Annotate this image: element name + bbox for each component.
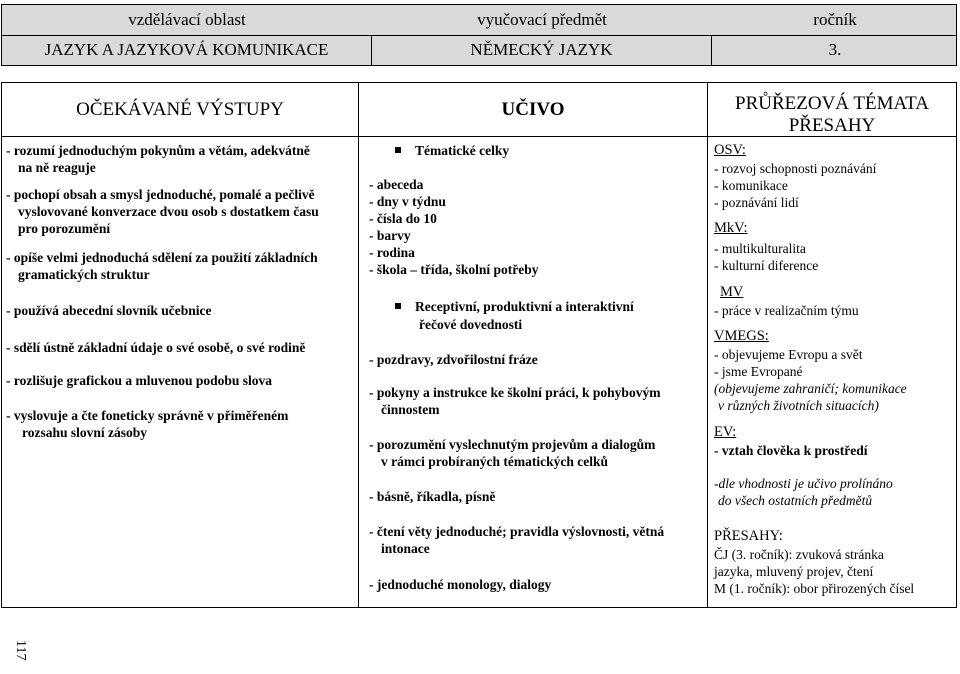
osv-label: OSV:	[714, 142, 746, 158]
outcome-line: rozsahu slovní zásoby	[22, 425, 148, 440]
heading-text: řečové dovednosti	[419, 317, 523, 332]
curriculum-item: v rámci probíraných tématických celků	[381, 454, 608, 469]
subject-label: vyučovací předmět	[477, 10, 607, 29]
outcome-line: - vyslovuje a čte foneticky správně v přiměřeném	[6, 408, 289, 423]
theme-item: - rozvoj schopnosti poznávání	[714, 161, 877, 176]
mkv-label: MkV:	[714, 220, 748, 236]
curriculum-item: - básně, říkadla, písně	[369, 489, 496, 504]
column-divider	[708, 136, 956, 137]
theme-item: - multikulturalita	[714, 241, 806, 256]
outcome-line: gramatických struktur	[18, 267, 150, 282]
theme-item: - kulturní diference	[714, 258, 819, 273]
outcome-line: - používá abecední slovník učebnice	[6, 303, 212, 318]
header-labels-row	[2, 5, 956, 36]
heading-text: Receptivní, produktivní a interaktivní	[415, 299, 634, 314]
topic-line: - dny v týdnu	[369, 194, 446, 209]
outcome-line: - sdělí ústně základní údaje o své osobě, o své rodině	[6, 340, 306, 355]
curriculum-column	[359, 83, 708, 607]
heading-text: Tématické celky	[415, 143, 510, 158]
themes-title-line2: PŘESAHY	[788, 115, 876, 136]
square-bullet-icon	[395, 147, 401, 153]
theme-item: - komunikace	[714, 178, 788, 193]
topic-line: - barvy	[369, 228, 411, 243]
outcome-line: - pochopí obsah a smysl jednoduché, pomalé a pečlivě	[6, 187, 315, 202]
outcome-line: - rozlišuje grafickou a mluvenou podobu slova	[6, 373, 273, 388]
presahy-item: M (1. ročník): obor přirozených čísel	[714, 581, 915, 596]
theme-item: - poznávání lidí	[714, 195, 799, 210]
theme-item: - objevujeme Evropu a svět	[714, 347, 863, 362]
area-value: JAZYK A JAZYKOVÁ KOMUNIKACE	[2, 35, 372, 65]
subject-value: NĚMECKÝ JAZYK	[372, 35, 712, 65]
outcome-line: pro porozumění	[18, 221, 111, 236]
grade-label: ročník	[813, 10, 857, 29]
theme-note: v různých životních situacích)	[718, 398, 879, 413]
grade-value: 3.	[828, 40, 842, 59]
curriculum-item: - čtení věty jednoduché; pravidla výslovnosti, větná	[369, 524, 665, 539]
curriculum-item: - jednoduché monology, dialogy	[369, 577, 552, 592]
outcomes-title: OČEKÁVANÉ VÝSTUPY	[76, 99, 284, 120]
presahy-item: ČJ (3. ročník): zvuková stránka	[714, 547, 884, 562]
curriculum-heading	[395, 142, 509, 159]
curriculum-table	[1, 82, 957, 608]
curriculum-item: - pozdravy, zdvořilostní fráze	[369, 352, 538, 367]
header-values-row	[2, 35, 956, 65]
square-bullet-icon	[395, 303, 401, 309]
topic-line: - abeceda	[369, 177, 424, 192]
theme-item: - práce v realizačním týmu	[714, 303, 859, 318]
outcome-line: - rozumí jednoduchým pokynům a větám, adekvátně	[6, 143, 310, 158]
theme-note: (objevujeme zahraničí; komunikace	[714, 381, 907, 396]
column-divider	[2, 136, 358, 137]
header-table	[1, 4, 957, 66]
page-number: 117	[13, 640, 28, 661]
area-label: vzdělávací oblast	[128, 10, 246, 29]
themes-title	[708, 93, 956, 137]
presahy-label: PŘESAHY:	[714, 528, 783, 544]
ev-label: EV:	[714, 424, 737, 440]
column-divider	[359, 136, 707, 137]
presahy-item: jazyka, mluvený projev, čtení	[714, 564, 874, 579]
curriculum-title: UČIVO	[501, 99, 565, 120]
outcomes-column	[2, 83, 359, 607]
curriculum-heading	[395, 298, 634, 315]
curriculum-item: - porozumění vyslechnutým projevům a dialogům	[369, 437, 656, 452]
integration-note: do všech ostatních předmětů	[718, 493, 873, 508]
theme-item: - vztah člověka k prostředí	[714, 443, 868, 458]
outcome-line: vyslovované konverzace dvou osob s dostatkem času	[18, 204, 319, 219]
curriculum-item: činnostem	[381, 402, 440, 417]
vmegs-label: VMEGS:	[714, 328, 769, 344]
outcome-line: na ně reaguje	[18, 160, 96, 175]
topic-line: - rodina	[369, 245, 415, 260]
topic-line: - škola – třída, školní potřeby	[369, 262, 539, 277]
curriculum-item: - pokyny a instrukce ke školní práci, k pohybovým	[369, 385, 661, 400]
mv-label: MV	[720, 284, 744, 300]
integration-note: -dle vhodnosti je učivo prolínáno	[714, 476, 893, 491]
themes-title-line1: PRŮŘEZOVÁ TÉMATA	[735, 93, 929, 114]
topic-line: - čísla do 10	[369, 211, 437, 226]
themes-column	[708, 83, 956, 607]
curriculum-item: intonace	[381, 541, 430, 556]
theme-item: - jsme Evropané	[714, 364, 803, 379]
outcome-line: - opíše velmi jednoduchá sdělení za použití základních	[6, 250, 318, 265]
